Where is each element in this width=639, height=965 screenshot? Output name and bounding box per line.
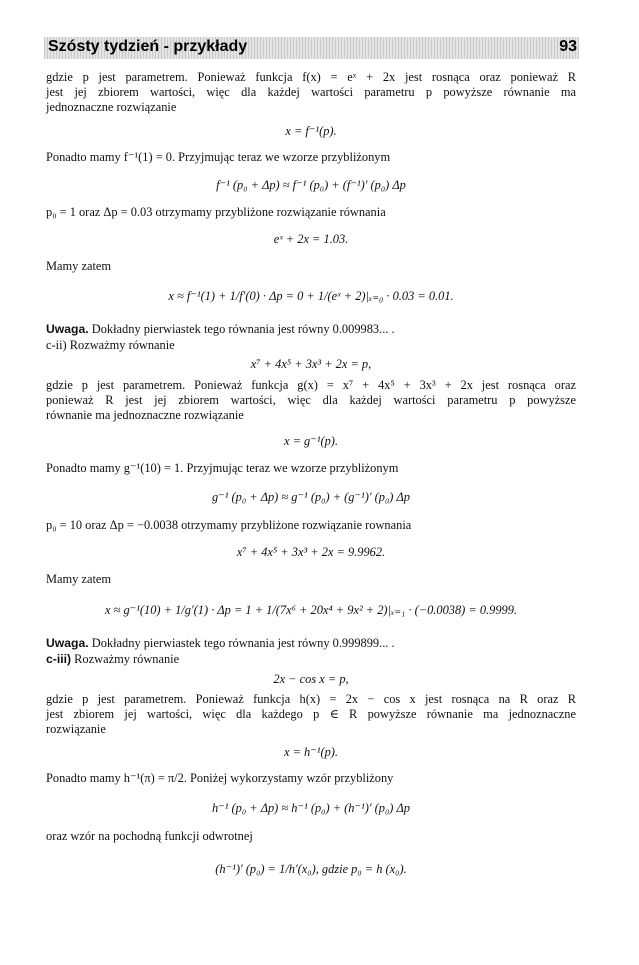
text-line: gdzie p jest parametrem. Ponieważ funkcja f(x) = eˣ + 2x jest rosnąca oraz ponieważ R <box>46 70 576 84</box>
text-line: rozwiązanie <box>46 722 106 736</box>
text-line: gdzie p jest parametrem. Ponieważ funkcja g(x) = x⁷ + 4x⁵ + 3x³ + 2x jest rosnąca oraz <box>46 378 576 392</box>
text-line: Mamy zatem <box>46 572 112 586</box>
text-line: oraz wzór na pochodną funkcji odwrotnej <box>46 829 253 843</box>
formula-line: x = h⁻¹(p). <box>283 745 339 759</box>
formula-line: x⁷ + 4x⁵ + 3x³ + 2x = p, <box>250 357 372 371</box>
text-line: p₀ = 10 oraz Δp = −0.0038 otrzymamy przybliżone rozwiązanie rownania <box>46 518 412 532</box>
text-line: ponieważ R jest jej zbiorem wartości, więc dla każdej wartości parametru p powyższe <box>46 393 576 407</box>
text-line: Uwaga. Dokładny pierwiastek tego równania jest równy 0.999899... . <box>46 636 395 650</box>
text-line: gdzie p jest parametrem. Ponieważ funkcja h(x) = 2x − cos x jest rosnąca na R oraz R <box>46 692 576 706</box>
formula-line: x⁷ + 4x⁵ + 3x³ + 2x = 9.9962. <box>236 545 386 559</box>
page-number: 93 <box>559 38 577 55</box>
formula-line: x = f⁻¹(p). <box>285 124 337 138</box>
text-line: Uwaga. Dokładny pierwiastek tego równania jest równy 0.009983... . <box>46 322 395 336</box>
text-line: Ponadto mamy h⁻¹(π) = π/2. Poniżej wykorzystamy wzór przybliżony <box>46 771 394 785</box>
text-line: równanie ma jednoznaczne rozwiązanie <box>46 408 244 422</box>
text-line: Ponadto mamy f⁻¹(1) = 0. Przyjmując teraz we wzorze przybliżonym <box>46 150 391 164</box>
item-label: c-iii) <box>46 652 72 666</box>
formula-line: eˣ + 2x = 1.03. <box>273 232 349 246</box>
running-header-title: Szósty tydzień - przykłady <box>48 38 248 55</box>
note-label: Uwaga. <box>46 636 89 650</box>
text-line: p₀ = 1 oraz Δp = 0.03 otrzymamy przybliżone rozwiązanie równania <box>46 205 386 219</box>
text-line: c-iii) Rozważmy równanie <box>46 652 180 666</box>
formula-line: x ≈ g⁻¹(10) + 1/g′(1) · Δp = 1 + 1/(7x⁶ + 20x⁴ + 9x² + 2)|ₓ₌₁ · (−0.0038) = 0.9999. <box>104 603 518 617</box>
text-line: Mamy zatem <box>46 259 112 273</box>
formula-line: (h⁻¹)′ (p₀) = 1/h′(x₀), gdzie p₀ = h (x₀). <box>215 862 407 876</box>
formula-line: 2x − cos x = p, <box>273 672 349 686</box>
text-line: jest zbiorem jej wartości, więc dla każdego p ∈ R powyższe równanie ma jednoznaczne <box>46 707 576 721</box>
formula-line: x ≈ f⁻¹(1) + 1/f′(0) · Δp = 0 + 1/(eˣ + 2)|ₓ₌₀ · 0.03 = 0.01. <box>168 289 454 303</box>
note-label: Uwaga. <box>46 322 89 336</box>
text-line: Ponadto mamy g⁻¹(10) = 1. Przyjmując teraz we wzorze przybliżonym <box>46 461 399 475</box>
formula-line: g⁻¹ (p₀ + Δp) ≈ g⁻¹ (p₀) + (g⁻¹)′ (p₀) Δp <box>211 490 410 504</box>
text-line: jest jej zbiorem wartości, więc dla każdej wartości parametru p powyższe równanie ma <box>46 85 576 99</box>
text-line: jednoznaczne rozwiązanie <box>46 100 177 114</box>
formula-line: x = g⁻¹(p). <box>283 434 339 448</box>
text-line: c-ii) Rozważmy równanie <box>46 338 175 352</box>
formula-line: f⁻¹ (p₀ + Δp) ≈ f⁻¹ (p₀) + (f⁻¹)′ (p₀) Δp <box>216 178 406 192</box>
formula-line: h⁻¹ (p₀ + Δp) ≈ h⁻¹ (p₀) + (h⁻¹)′ (p₀) Δp <box>211 801 410 815</box>
